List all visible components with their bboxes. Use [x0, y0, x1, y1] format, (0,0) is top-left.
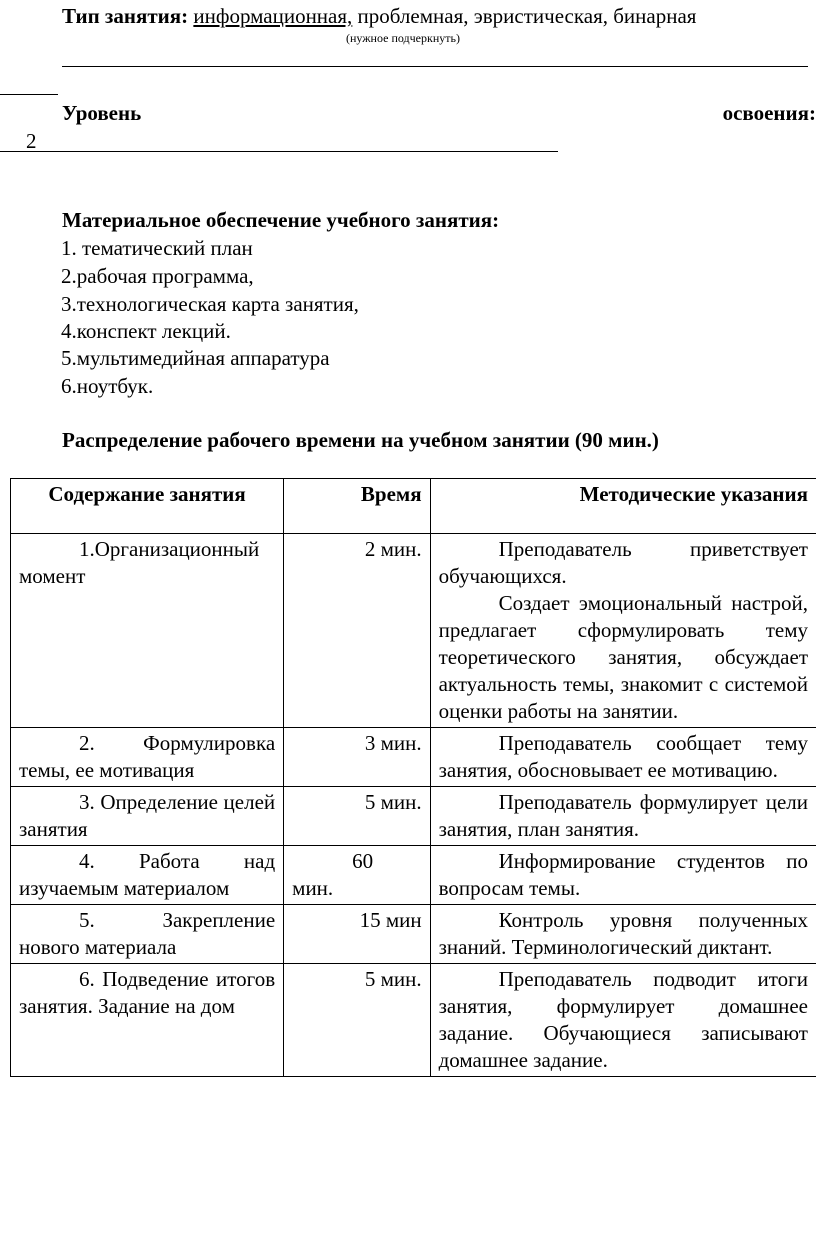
row-time: 60 мин.	[284, 846, 430, 905]
row-content: 5. Закрепление нового материала	[11, 905, 284, 964]
lesson-type-other-options: проблемная, эвристическая, бинарная	[352, 4, 697, 28]
table-header-row	[11, 479, 816, 534]
row-time: 5 мин.	[284, 964, 430, 1077]
materials-item: 4.конспект лекций.	[61, 319, 231, 343]
lesson-plan-table	[10, 478, 816, 1077]
materials-item: 2.рабочая программа,	[61, 264, 254, 288]
level-value: 2	[26, 129, 37, 153]
lesson-type-hint: (нужное подчеркнуть)	[346, 31, 460, 45]
column-header-notes: Методические указания	[430, 479, 816, 534]
lesson-type-label: Тип занятия:	[62, 4, 189, 28]
row-time: 5 мин.	[284, 787, 430, 846]
divider-line-short	[0, 94, 58, 95]
row-notes	[430, 964, 816, 1077]
row-note: Создает эмоциональный настрой, предлагает сформулировать тему теоретического занятия, обсуждает актуальность темы, знакомит с системой оценки работы на занятии.	[438, 591, 808, 723]
lesson-type-line	[62, 4, 696, 29]
materials-heading: Материальное обеспечение учебного занятия:	[62, 208, 500, 232]
level-underline	[0, 151, 558, 152]
column-header-time: Время	[284, 479, 430, 534]
materials-item: 3.технологическая карта занятия,	[61, 292, 359, 316]
table-row	[11, 534, 816, 728]
row-time: 3 мин.	[284, 728, 430, 787]
row-note: Контроль уровня полученных знаний. Терминологический диктант.	[438, 908, 808, 959]
row-note: Преподаватель приветствует обучающихся.	[438, 537, 808, 588]
level-label-right: освоения:	[722, 101, 816, 125]
row-notes	[430, 787, 816, 846]
row-time: 15 мин	[284, 905, 430, 964]
column-header-content: Содержание занятия	[11, 479, 284, 534]
table-row	[11, 964, 816, 1077]
row-note: Преподаватель сообщает тему занятия, обосновывает ее мотивацию.	[438, 731, 808, 782]
row-note: Информирование студентов по вопросам темы.	[438, 849, 808, 900]
table-row	[11, 728, 816, 787]
row-content: 4. Работа над изучаемым материалом	[11, 846, 284, 905]
materials-item: 1. тематический план	[61, 236, 253, 260]
time-distribution-heading: Распределение рабочего времени на учебном занятии (90 мин.)	[62, 428, 659, 452]
row-content: 1.Организационный момент	[11, 534, 284, 728]
lesson-type-selected: информационная,	[193, 4, 353, 28]
row-notes	[430, 534, 816, 728]
materials-item: 5.мультимедийная аппаратура	[61, 346, 330, 370]
row-content: 3. Определение целей занятия	[11, 787, 284, 846]
row-notes	[430, 728, 816, 787]
row-note: Преподаватель формулирует цели занятия, план занятия.	[438, 790, 808, 841]
table-row	[11, 787, 816, 846]
row-time: 2 мин.	[284, 534, 430, 728]
row-notes	[430, 905, 816, 964]
divider-line	[62, 66, 808, 67]
materials-item: 6.ноутбук.	[61, 374, 154, 398]
level-label: Уровень	[62, 101, 142, 125]
row-note: Преподаватель подводит итоги занятия, формулирует домашнее задание. Обучающиеся записывают домашнее задание.	[438, 967, 808, 1072]
row-content: 6. Подведение итогов занятия. Задание на дом	[11, 964, 284, 1077]
table-row	[11, 905, 816, 964]
row-notes	[430, 846, 816, 905]
table-row	[11, 846, 816, 905]
row-content: 2. Формулировка темы, ее мотивация	[11, 728, 284, 787]
